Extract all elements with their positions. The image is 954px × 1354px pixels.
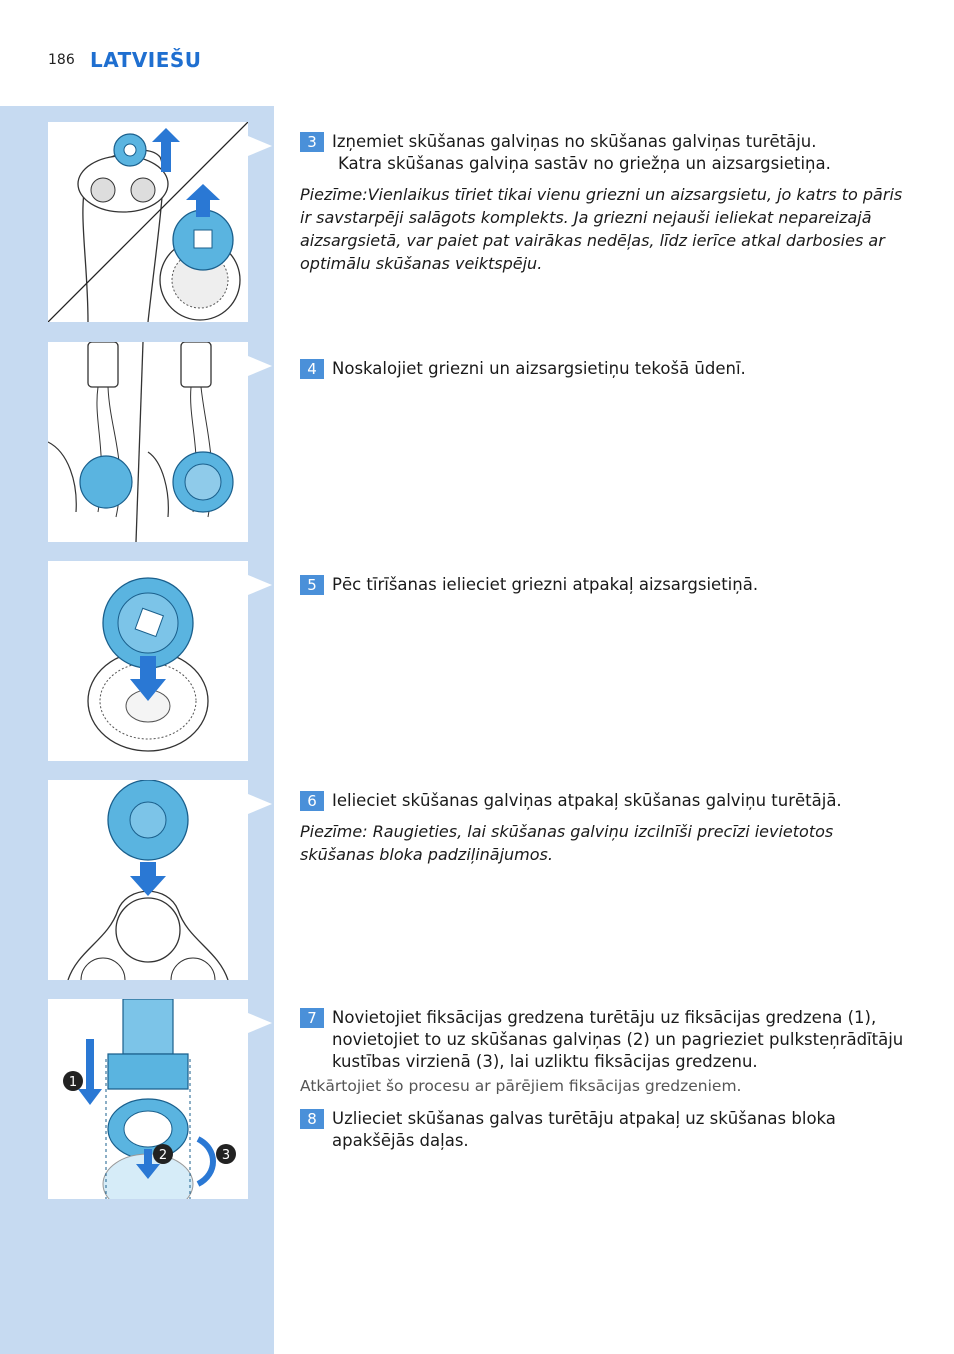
step-badge: 7 <box>300 1008 324 1028</box>
illustration-pointer <box>248 136 272 156</box>
illustration-cutter-in-guard <box>48 561 248 761</box>
step-7 <box>300 1007 910 1097</box>
step-text: Noskalojiet griezni un aizsargsietiņu tekošā ūdenī. <box>332 359 746 378</box>
label-two: 2 <box>158 1148 168 1163</box>
step-subtext: Katra skūšanas galviņa sastāv no griežņa un aizsargsietiņa. <box>338 154 831 173</box>
step-3 <box>300 131 910 275</box>
step-badge: 8 <box>300 1109 324 1129</box>
step-text: Izņemiet skūšanas galviņas no skūšanas galviņas turētāju. <box>332 132 817 151</box>
page-number: 186 <box>48 52 75 68</box>
step-badge: 3 <box>300 132 324 152</box>
step-text: Uzlieciet skūšanas galvas turētāju atpakaļ uz skūšanas bloka apakšējās daļas. <box>332 1109 836 1150</box>
label-one: 1 <box>68 1075 78 1090</box>
illustration-pointer <box>248 1013 272 1033</box>
illustration-pointer <box>248 575 272 595</box>
step-badge: 4 <box>300 359 324 379</box>
illustration-rinse <box>48 342 248 542</box>
illustration-retaining-ring <box>48 999 248 1199</box>
step-8 <box>300 1108 910 1152</box>
section-title: LATVIEŠU <box>90 48 202 72</box>
step-note: Piezīme: Raugieties, lai skūšanas galviņu izcilnīši precīzi ievietotos skūšanas bloka padziļinājumos. <box>300 822 834 864</box>
step-text: Pēc tīrīšanas ielieciet griezni atpakaļ aizsargsietiņā. <box>332 575 759 594</box>
step-4 <box>300 358 910 380</box>
step-badge: 6 <box>300 791 324 811</box>
step-badge: 5 <box>300 575 324 595</box>
illustration-remove-heads <box>48 122 248 322</box>
illustration-pointer <box>248 356 272 376</box>
illustration-heads-in-holder <box>48 780 248 980</box>
illustration-pointer <box>248 794 272 814</box>
step-text: Novietojiet fiksācijas gredzena turētāju uz fiksācijas gredzena (1), novietojiet to uz skūšanas galviņas (2) un pagrieziet pulksteņrādītāju kustības virzienā (3), lai uzliktu fiksācijas gredzenu. <box>332 1008 904 1071</box>
step-repeat-note: Atkārtojiet šo procesu ar pārējiem fiksācijas gredzeniem. <box>300 1077 742 1095</box>
step-text: Ielieciet skūšanas galviņas atpakaļ skūšanas galviņu turētājā. <box>332 791 842 810</box>
step-6 <box>300 790 910 866</box>
step-5 <box>300 574 910 596</box>
step-note: Piezīme:Vienlaikus tīriet tikai vienu griezni un aizsargsietu, jo katrs to pāris ir savstarpēji salāgots komplekts. Ja griezni nejauši ieliekat nepareizajā aizsargsietā, var paiet pat vairākas nedēļas, līdz ierīce atkal darbosies ar optimālu skūšanas veiktspēju. <box>300 185 903 273</box>
label-three: 3 <box>221 1148 231 1163</box>
